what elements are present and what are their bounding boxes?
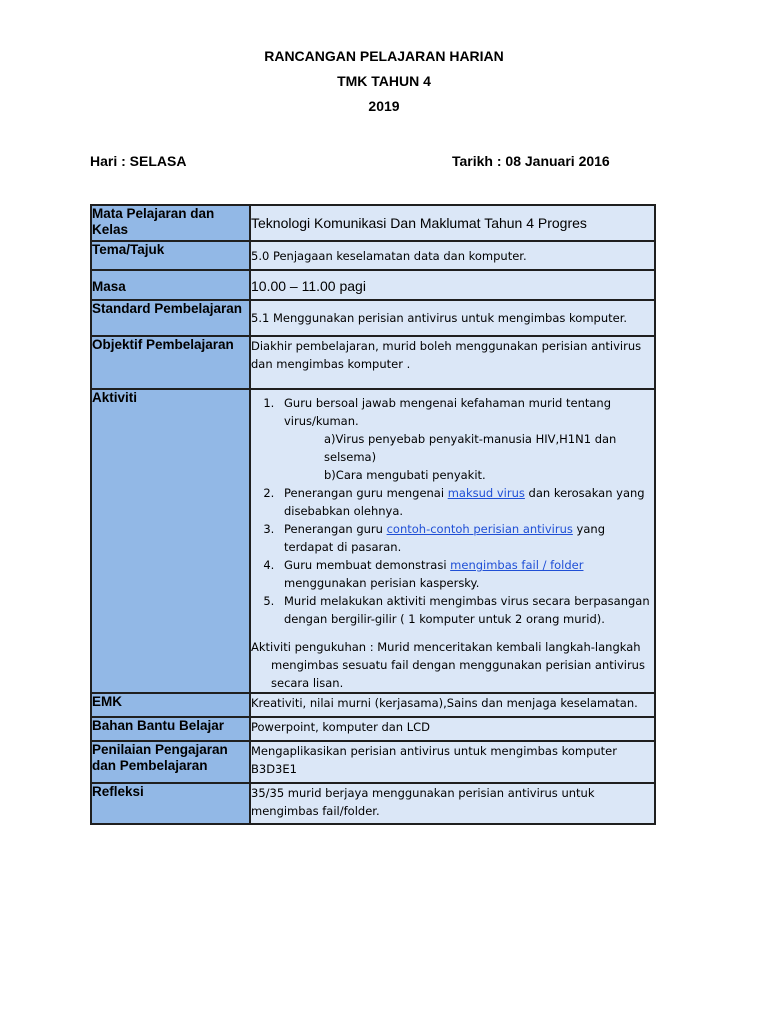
activity-item-5-text: Murid melakukan aktiviti mengimbas virus secara berpasangan dengan bergilir-gilir ( 1 komputer untuk 2 orang murid).: [284, 594, 650, 626]
activity-item-3-pre: Penerangan guru: [284, 522, 387, 536]
activity-item-3: [278, 520, 654, 556]
row-penilaian: [91, 741, 655, 783]
row-mata-pelajaran: [91, 205, 655, 241]
row-objektif: [91, 336, 655, 389]
label-objektif: Objektif Pembelajaran: [91, 336, 250, 389]
label-penilaian: Penilaian Pengajaran dan Pembelajaran: [91, 741, 250, 783]
activity-item-2-post: dan kerosakan yang disebabkan olehnya.: [284, 486, 645, 518]
value-mata-pelajaran: Teknologi Komunikasi Dan Maklumat Tahun 4 Progres: [250, 205, 655, 241]
activity-item-4-pre: Guru membuat demonstrasi: [284, 558, 451, 572]
row-emk: [91, 693, 655, 717]
activity-item-2-pre: Penerangan guru mengenai: [284, 486, 448, 500]
label-tema: Tema/Tajuk: [91, 241, 250, 270]
value-penilaian-line2: B3D3E1: [251, 762, 297, 776]
activity-item-4: [278, 556, 654, 592]
activity-item-1-text: Guru bersoal jawab mengenai kefahaman murid tentang virus/kuman.: [284, 396, 612, 428]
value-aktiviti: [250, 389, 655, 693]
activity-item-5: [278, 592, 654, 628]
lesson-plan-table: [90, 204, 656, 825]
row-standard: [91, 300, 655, 336]
link-contoh-perisian-antivirus[interactable]: contoh-contoh perisian antivirus: [386, 522, 573, 536]
activity-item-1-b: b)Cara mengubati penyakit.: [324, 468, 486, 482]
label-bahan: Bahan Bantu Belajar: [91, 717, 250, 741]
row-masa: [91, 270, 655, 300]
label-emk: EMK: [91, 693, 250, 717]
value-penilaian-line1: Mengaplikasikan perisian antivirus untuk mengimbas komputer: [251, 744, 617, 758]
row-tema: [91, 241, 655, 270]
activity-item-1: [278, 394, 654, 484]
value-penilaian: [250, 741, 655, 783]
label-refleksi: Refleksi: [91, 783, 250, 824]
activity-item-2: [278, 484, 654, 520]
value-standard: 5.1 Menggunakan perisian antivirus untuk mengimbas komputer.: [250, 300, 655, 336]
label-mata-pelajaran: Mata Pelajaran dan Kelas: [91, 205, 250, 241]
value-objektif: Diakhir pembelajaran, murid boleh menggunakan perisian antivirus dan mengimbas komputer .: [250, 336, 655, 389]
link-maksud-virus[interactable]: maksud virus: [447, 486, 525, 500]
value-emk: Kreativiti, nilai murni (kerjasama),Sains dan menjaga keselamatan.: [250, 693, 655, 717]
activity-item-3-post: yang terdapat di pasaran.: [284, 522, 605, 554]
value-bahan: Powerpoint, komputer dan LCD: [250, 717, 655, 741]
row-aktiviti: [91, 389, 655, 693]
document-year: 2019: [368, 98, 400, 114]
activity-list: [251, 394, 654, 628]
link-mengimbas-fail-folder[interactable]: mengimbas fail / folder: [450, 558, 584, 572]
document-header: [0, 44, 768, 119]
row-bahan: [91, 717, 655, 741]
label-standard: Standard Pembelajaran: [91, 300, 250, 336]
activity-item-1-a: a)Virus penyebab penyakit-manusia HIV,H1N1 dan selsema): [324, 432, 617, 464]
activity-item-4-post: menggunakan perisian kaspersky.: [284, 576, 480, 590]
value-tema: 5.0 Penjagaan keselamatan data dan komputer.: [250, 241, 655, 270]
document-subtitle: TMK TAHUN 4: [337, 73, 431, 89]
date-label: Tarikh : 08 Januari 2016: [452, 153, 610, 169]
label-masa: Masa: [91, 270, 250, 300]
document-title: RANCANGAN PELAJARAN HARIAN: [264, 48, 504, 64]
aktiviti-pengukuhan: Aktiviti pengukuhan : Murid menceritakan kembali langkah-langkah mengimbas sesuatu fail dengan menggunakan perisian antivirus secara lisan.: [251, 640, 645, 690]
value-masa: 10.00 – 11.00 pagi: [250, 270, 655, 300]
label-aktiviti: Aktiviti: [91, 389, 250, 693]
day-label: Hari : SELASA: [90, 153, 187, 169]
value-refleksi: 35/35 murid berjaya menggunakan perisian antivirus untuk mengimbas fail/folder.: [250, 783, 655, 824]
row-refleksi: [91, 783, 655, 824]
